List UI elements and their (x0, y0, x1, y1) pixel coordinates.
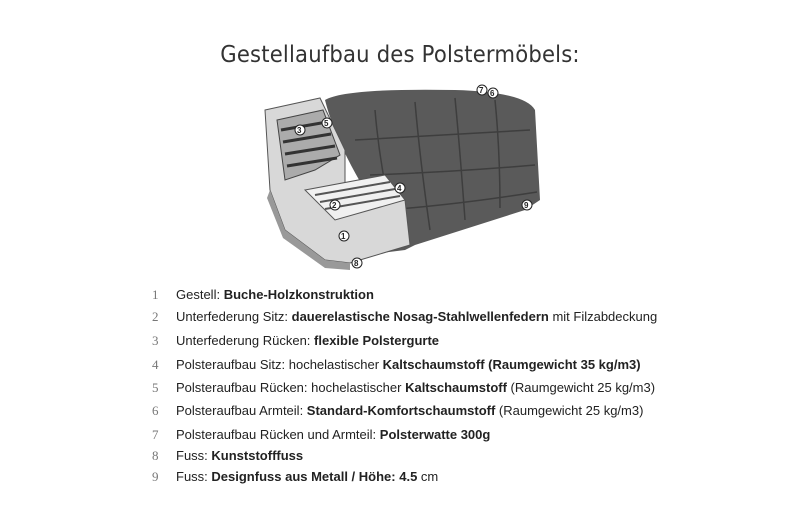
list-item (152, 403, 643, 419)
item-text: cm (417, 469, 439, 484)
svg-text:3: 3 (297, 126, 302, 135)
marker-4 (395, 183, 405, 193)
svg-text:2: 2 (332, 201, 337, 210)
item-text: Unterfederung Sitz: (176, 309, 292, 324)
marker-7 (477, 85, 487, 95)
item-text: mit Filzabdeckung (548, 309, 658, 324)
marker-3 (295, 125, 305, 135)
svg-text:8: 8 (354, 259, 359, 268)
item-text: Polsterwatte 300g (379, 427, 491, 442)
item-text: Polsteraufbau Sitz: hochelastischer (176, 357, 383, 372)
item-text: flexible Polstergurte (314, 333, 440, 348)
list-item (152, 448, 303, 464)
svg-text:9: 9 (524, 201, 529, 210)
svg-text:6: 6 (490, 89, 495, 98)
marker-1 (339, 231, 349, 241)
item-text: Kaltschaumstoff (405, 380, 507, 395)
marker-6 (488, 88, 498, 98)
item-text: Gestell: (176, 287, 224, 302)
item-text: Buche-Holzkonstruktion (223, 287, 374, 302)
list-item (152, 287, 374, 303)
svg-text:1: 1 (341, 232, 346, 241)
svg-text:7: 7 (479, 86, 484, 95)
item-number: 6 (152, 403, 159, 418)
item-text: Polsteraufbau Rücken und Armteil: (176, 427, 380, 442)
item-number: 1 (152, 287, 159, 302)
item-text: Polsteraufbau Rücken: hochelastischer (176, 380, 406, 395)
item-text: Polsteraufbau Armteil: (176, 403, 307, 418)
marker-5 (322, 118, 332, 128)
item-number: 2 (152, 309, 159, 324)
item-number: 9 (152, 469, 159, 484)
item-text: (Raumgewicht 25 kg/m3) (506, 380, 656, 395)
svg-text:4: 4 (397, 184, 402, 193)
item-text: dauerelastische Nosag-Stahlwellenfedern (291, 309, 549, 324)
item-number: 7 (152, 427, 159, 442)
list-item (152, 309, 657, 325)
page-title: Gestellaufbau des Polstermöbels: (220, 42, 580, 68)
item-text: (Raumgewicht 25 kg/m3) (495, 403, 644, 418)
list-item (152, 357, 641, 373)
sofa-construction-illustration (255, 80, 545, 275)
item-text: Kaltschaumstoff (Raumgewicht 35 kg/m3) (382, 357, 641, 372)
item-number: 3 (152, 333, 159, 348)
list-item (152, 469, 438, 485)
item-number: 4 (152, 357, 159, 372)
marker-2 (330, 200, 340, 210)
list-item (152, 427, 490, 443)
item-text: Fuss: (176, 469, 212, 484)
item-number: 5 (152, 380, 159, 395)
list-item (152, 380, 655, 396)
list-item (152, 333, 439, 349)
item-text: Unterfederung Rücken: (176, 333, 315, 348)
svg-text:5: 5 (324, 119, 329, 128)
item-text: Fuss: (176, 448, 212, 463)
item-text: Standard-Komfortschaumstoff (306, 403, 496, 418)
item-text: Kunststofffuss (211, 448, 304, 463)
item-number: 8 (152, 448, 159, 463)
marker-9 (522, 200, 532, 210)
marker-8 (352, 258, 362, 268)
item-text: Designfuss aus Metall / Höhe: 4.5 (211, 469, 418, 484)
